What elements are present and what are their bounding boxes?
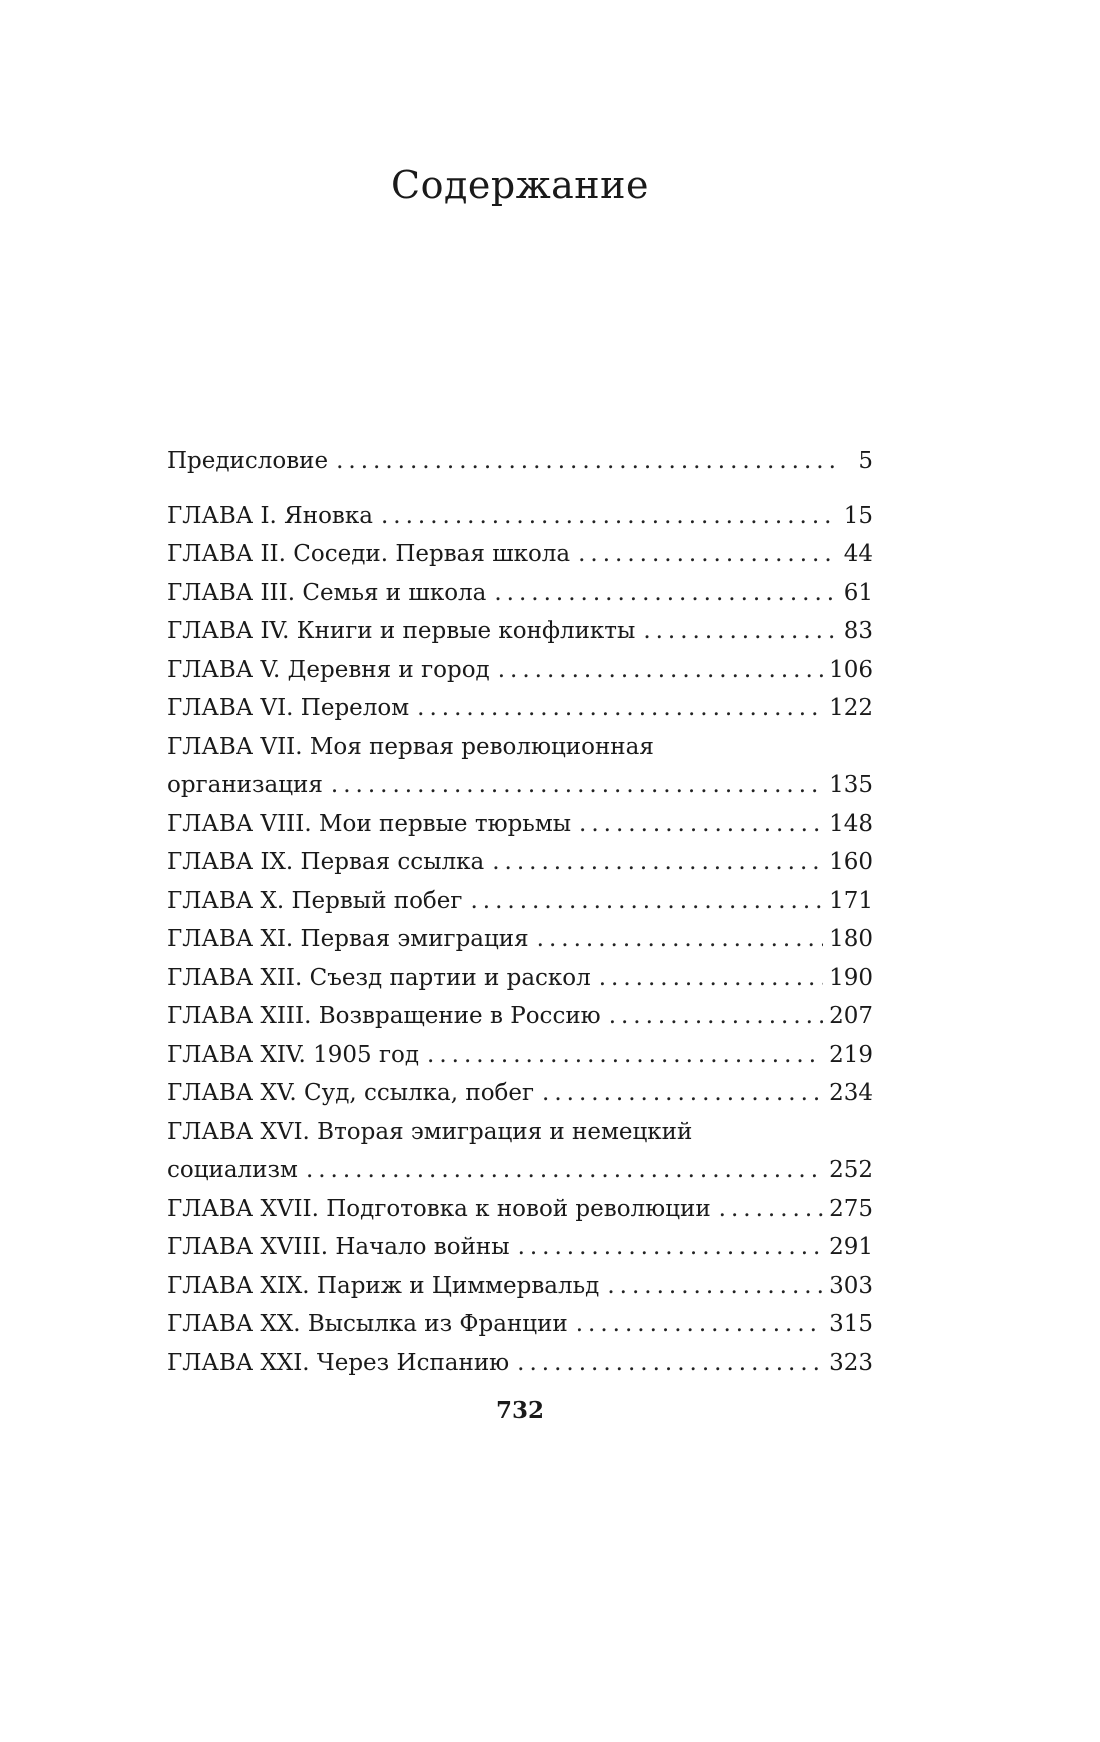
toc-entry-chapter-17[interactable] xyxy=(167,1190,873,1229)
toc-entry-chapter-2[interactable] xyxy=(167,535,873,574)
dot-leader xyxy=(518,1228,824,1267)
toc-entry-page: 234 xyxy=(829,1080,873,1106)
toc-entry-page: 135 xyxy=(829,772,873,798)
dot-leader xyxy=(306,1151,823,1190)
toc-entry-title-line1: ГЛАВА VII. Моя первая революционная xyxy=(167,733,654,760)
toc-entry-page: 171 xyxy=(829,887,873,914)
toc-entry-page: 190 xyxy=(829,964,873,991)
dot-leader xyxy=(470,882,823,921)
toc-entry-page: 148 xyxy=(829,810,873,837)
toc-entry-page: 61 xyxy=(843,579,873,606)
toc-entry-title: ГЛАВА II. Соседи. Первая школа xyxy=(167,541,571,567)
toc-entry-title: ГЛАВА XIX. Париж и Циммервальд xyxy=(167,1272,600,1299)
toc-entry-title: ГЛАВА IX. Первая ссылка xyxy=(167,849,485,875)
toc-entry-chapter-8[interactable] xyxy=(167,805,873,844)
toc-entry-chapter-1[interactable] xyxy=(167,497,873,536)
toc-entry-page: 180 xyxy=(829,926,873,952)
toc-entry-preface[interactable] xyxy=(167,442,873,481)
toc-entry-title: социализм xyxy=(167,1157,298,1183)
toc-entry-chapter-7[interactable] xyxy=(167,728,873,805)
toc-entry-chapter-6[interactable] xyxy=(167,689,873,728)
dot-leader xyxy=(381,497,838,536)
dot-leader xyxy=(336,442,843,481)
toc-entry-page: 275 xyxy=(829,1195,873,1222)
toc-entry-page: 219 xyxy=(829,1041,873,1068)
toc-entry-chapter-3[interactable] xyxy=(167,574,873,613)
toc-entry-page: 106 xyxy=(829,656,873,683)
toc-entry-chapter-20[interactable] xyxy=(167,1305,873,1344)
toc-entry-title: ГЛАВА XII. Съезд партии и раскол xyxy=(167,964,591,991)
toc-entry-title: ГЛАВА III. Семья и школа xyxy=(167,579,487,606)
dot-leader xyxy=(576,1305,823,1344)
toc-entry-title: ГЛАВА V. Деревня и город xyxy=(167,656,490,683)
toc-entry-title: Предисловие xyxy=(167,448,329,474)
dot-leader xyxy=(578,535,838,574)
dot-leader xyxy=(537,920,823,959)
toc-entry-chapter-11[interactable] xyxy=(167,920,873,959)
toc-entry-page: 5 xyxy=(858,448,873,474)
toc-entry-title: ГЛАВА IV. Книги и первые конфликты xyxy=(167,618,636,644)
table-of-contents xyxy=(167,442,873,1382)
toc-entry-title: ГЛАВА XVIII. Начало войны xyxy=(167,1234,510,1260)
toc-entry-page: 15 xyxy=(843,502,873,529)
toc-entry-title: ГЛАВА XIV. 1905 год xyxy=(167,1041,420,1068)
toc-entry-page: 323 xyxy=(829,1349,873,1376)
dot-leader xyxy=(492,843,823,882)
toc-entry-chapter-15[interactable] xyxy=(167,1074,873,1113)
toc-entry-title-line1: ГЛАВА XVI. Вторая эмиграция и немецкий xyxy=(167,1118,693,1145)
page-title: Содержание xyxy=(391,163,649,208)
toc-entry-page: 291 xyxy=(829,1234,873,1260)
dot-leader xyxy=(643,612,837,651)
toc-entry-chapter-14[interactable] xyxy=(167,1036,873,1075)
toc-entry-chapter-9[interactable] xyxy=(167,843,873,882)
dot-leader xyxy=(427,1036,823,1075)
toc-entry-title: ГЛАВА XIII. Возвращение в Россию xyxy=(167,1003,601,1029)
toc-entry-title: ГЛАВА XXI. Через Испанию xyxy=(167,1349,510,1376)
toc-entry-title: организация xyxy=(167,772,323,798)
toc-entry-title: ГЛАВА VIII. Мои первые тюрьмы xyxy=(167,810,572,837)
toc-entry-chapter-16[interactable] xyxy=(167,1113,873,1190)
toc-entry-page: 160 xyxy=(829,849,873,875)
toc-entry-chapter-10[interactable] xyxy=(167,882,873,921)
page-number: 732 xyxy=(495,1397,544,1424)
toc-entry-title: ГЛАВА XX. Высылка из Франции xyxy=(167,1311,568,1337)
toc-entry-title: ГЛАВА XI. Первая эмиграция xyxy=(167,926,529,952)
toc-entry-chapter-4[interactable] xyxy=(167,612,873,651)
toc-entry-title: ГЛАВА X. Первый побег xyxy=(167,887,463,914)
toc-entry-page: 44 xyxy=(843,541,873,567)
toc-entry-title: ГЛАВА XV. Суд, ссылка, побег xyxy=(167,1080,535,1106)
toc-entry-page: 303 xyxy=(829,1272,873,1299)
dot-leader xyxy=(607,1267,823,1306)
toc-entry-chapter-13[interactable] xyxy=(167,997,873,1036)
dot-leader xyxy=(719,1190,823,1229)
toc-entry-page: 122 xyxy=(829,695,873,721)
dot-leader xyxy=(494,574,837,613)
toc-entry-page: 315 xyxy=(829,1311,873,1337)
toc-entry-page: 252 xyxy=(829,1157,873,1183)
dot-leader xyxy=(542,1074,823,1113)
toc-entry-page: 207 xyxy=(829,1003,873,1029)
toc-entry-chapter-5[interactable] xyxy=(167,651,873,690)
dot-leader xyxy=(517,1344,823,1383)
toc-entry-title: ГЛАВА XVII. Подготовка к новой революции xyxy=(167,1195,711,1222)
dot-leader xyxy=(498,651,823,690)
toc-entry-title: ГЛАВА VI. Перелом xyxy=(167,695,410,721)
toc-entry-chapter-18[interactable] xyxy=(167,1228,873,1267)
dot-leader xyxy=(331,766,823,805)
dot-leader xyxy=(417,689,823,728)
dot-leader xyxy=(609,997,823,1036)
dot-leader xyxy=(599,959,823,998)
toc-entry-chapter-19[interactable] xyxy=(167,1267,873,1306)
toc-entry-title: ГЛАВА I. Яновка xyxy=(167,502,373,529)
dot-leader xyxy=(579,805,823,844)
toc-entry-chapter-21[interactable] xyxy=(167,1344,873,1383)
toc-entry-chapter-12[interactable] xyxy=(167,959,873,998)
toc-entry-page: 83 xyxy=(843,618,873,644)
